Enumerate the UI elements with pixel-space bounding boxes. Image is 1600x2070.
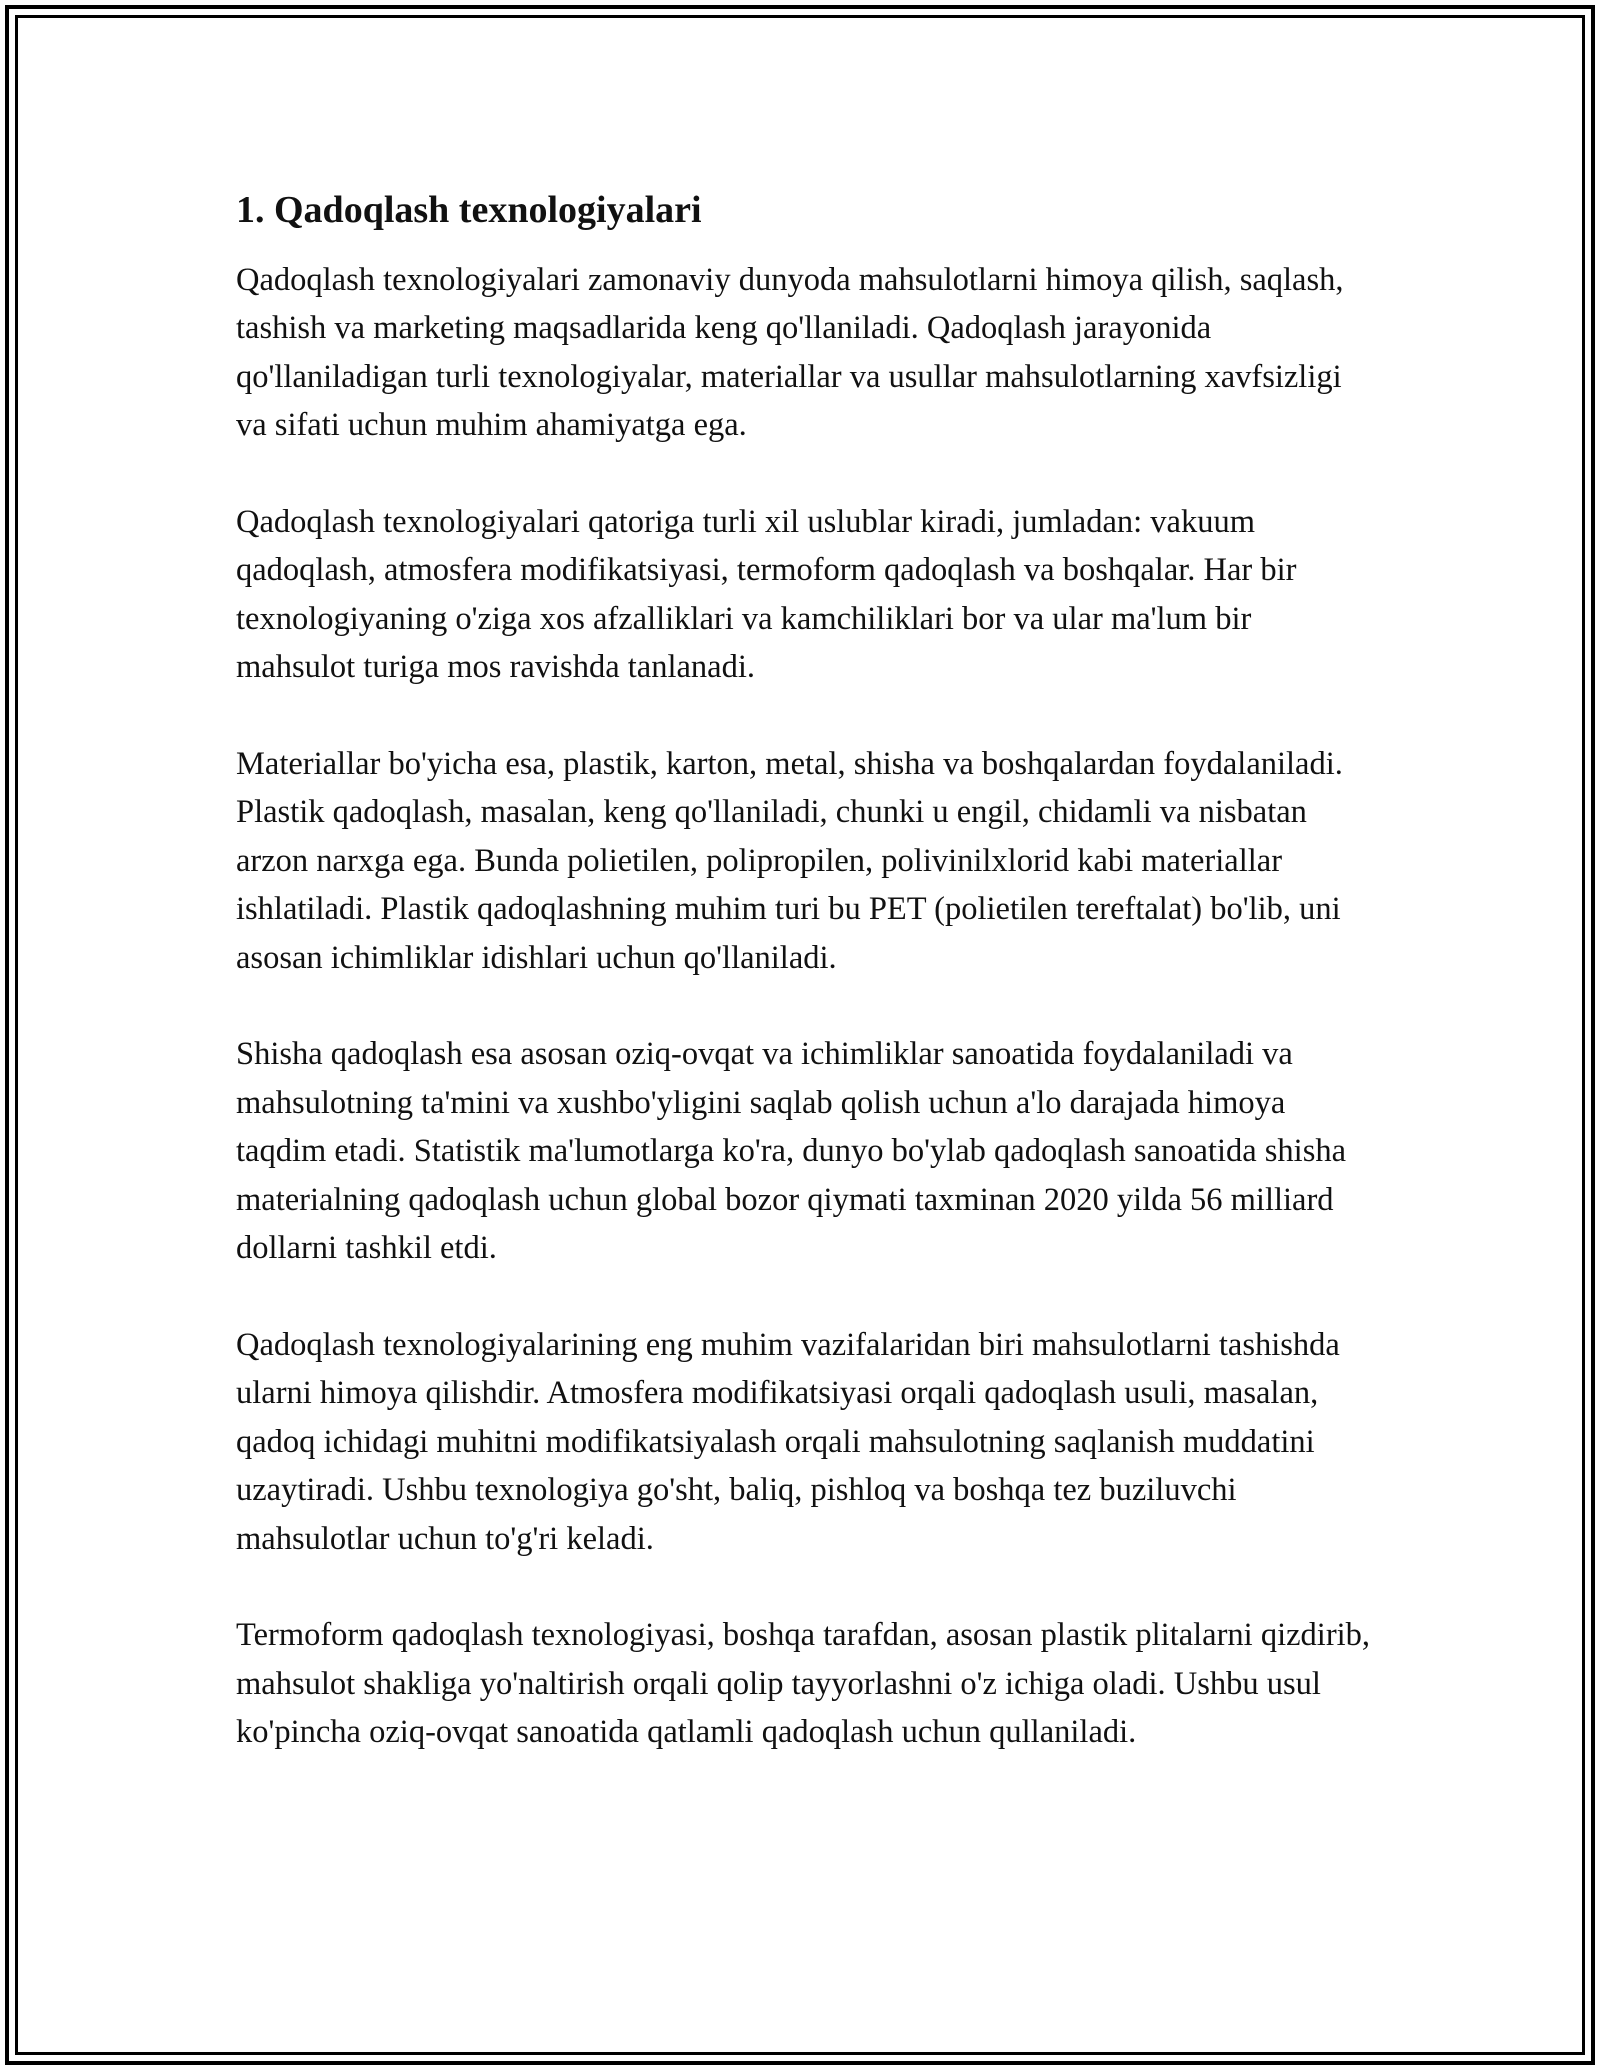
document-body [236,186,1376,1805]
paragraph-protection: Qadoqlash texnologiyalarining eng muhim vazifalaridan biri mahsulotlarni tashishda ularni himoya qilishdir. Atmosfera modifikatsiyasi orqali qadoqlash usuli, masalan, qadoq ichidagi muhitni modifikatsiyalash orqali mahsulotning saqlanish muddatini uzaytiradi. Ushbu texnologiya go'sht, baliq, pishloq va boshqa tez buziluvchi mahsulotlar uchun to'g'ri keladi. [236,1326,1340,1557]
paragraph-materials: Materiallar bo'yicha esa, plastik, karton, metal, shisha va boshqalardan foydalaniladi. Plastik qadoqlash, masalan, keng qo'llaniladi, chunki u engil, chidamli va nisbatan arzon narxga ega. Bunda polietilen, polipropilen, polivinilxlorid kabi materiallar ishlatiladi. Plastik qadoqlashning muhim turi bu PET (polietilen tereftalat) bo'lib, uni asosan ichimliklar idishlari uchun qo'llaniladi. [236,746,1343,976]
section-heading: 1. Qadoqlash texnologiyalari [236,189,702,231]
paragraph-techniques: Qadoqlash texnologiyalari qatoriga turli xil uslublar kiradi, jumladan: vakuum qadoqlash, atmosfera modifikatsiyasi, termoform qadoqlash va boshqalar. Har bir texnologiyaning o'ziga xos afzalliklari va kamchiliklari bor va ular ma'lum bir mahsulot turiga mos ravishda tanlanadi. [236,504,1297,686]
paragraph-intro: Qadoqlash texnologiyalari zamonaviy dunyoda mahsulotlarni himoya qilish, saqlash, tashish va marketing maqsadlarida keng qo'llaniladi. Qadoqlash jarayonida qo'llaniladigan turli texnologiyalar, materiallar va usullar mahsulotlarning xavfsizligi va sifati uchun muhim ahamiyatga ega. [236,262,1344,444]
paragraph-thermoform: Termoform qadoqlash texnologiyasi, boshqa tarafdan, asosan plastik plitalarni qizdirib, mahsulot shakliga yo'naltirish orqali qolip tayyorlashni o'z ichiga oladi. Ushbu usul ko'pincha oziq-ovqat sanoatida qatlamli qadoqlash uchun qullaniladi. [236,1617,1371,1751]
paragraph-glass: Shisha qadoqlash esa asosan oziq-ovqat va ichimliklar sanoatida foydalaniladi va mahsulotning ta'mini va xushbo'yligini saqlab qolish uchun a'lo darajada himoya taqdim etadi. Statistik ma'lumotlarga ko'ra, dunyo bo'ylab qadoqlash sanoatida shisha materialning qadoqlash uchun global bozor qiymati taxminan 2020 yilda 56 milliard dollarni tashkil etdi. [236,1036,1347,1267]
